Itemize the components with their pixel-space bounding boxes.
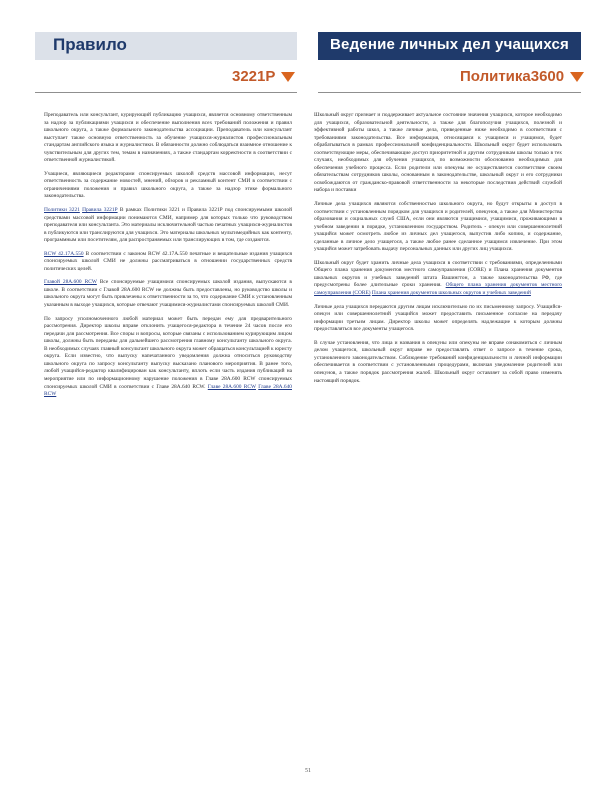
right-divider (318, 92, 581, 93)
policy-title: Ведение личных дел учащихся (330, 36, 569, 53)
left-paragraph-text: Все спонсируемые учащимися спонсируемых школой издания, выпускаются в школе. В соответствии с Главой 28А.600 RCW не должны быть предоставлены, но руководство школы и школьного округа могут быть привлечены к ответственности за то, что содержание СМИ к установленным указанным в выходе учащихся, которые отвечают учащимися-журналистами спонсируемых школой СМИ. (44, 279, 292, 309)
rcw-28a600b-link[interactable]: Главе 28А.600 RCW (207, 383, 256, 390)
rule-title: Правило (53, 35, 127, 54)
right-paragraph: В случае установления, что лица и названия в опекуны или опекуны не вправе ознакомиться с личным делом учащегося, школьный округ вправе не предоставлять ответ о запросе в течение срока, установленного законодательством. Соблюдение требований конфиденциальности и личной информации обеспечивается в соответствии с установленными процедурами, включая уведомление родителей или опекунов, а также порядок рассмотрения жалоб. Школьный округ оставляет за собой право изменять настоящий порядок. (314, 339, 562, 384)
rule-number-text: 3221Р (232, 68, 276, 85)
left-paragraph (44, 279, 292, 309)
school-plan-link[interactable]: Плана хранения документов школьных округов и учебных заведений (371, 290, 531, 297)
core-plan-link[interactable]: Общего плана хранения документов местного самоуправления (CORE) (314, 282, 562, 297)
policy-number-text: Политика3600 (460, 68, 565, 85)
rcw-28a600-link[interactable]: Главой 28А.600 RCW (44, 279, 97, 286)
policy-header-box (318, 32, 581, 60)
rcw-28a640-link[interactable]: Главе 28А.640 RCW (44, 383, 292, 398)
rule-number (232, 68, 295, 88)
left-paragraph-text: По запросу уполномоченного любой материал может быть передан ему для предварительного рассмотрения. Директор школы вправе отклонить учащегося-редактора в течение 24 часов после его передачи для рассмотрения. Все споры и вопросы, которые связаны с использованием курирующим лицом школы, должны быть переданы для дальнейшего рассмотрения главному консультанту школьного округа. В необходимых случаях главный консультант школьного округа может обращаться консультацией к юристу округа. Если известно, что выпуску напечатанного уведомления должна относиться руководству школьного округа по запросу консультанту выпуску высказано планового мероприятия. В ранее того, любой учащийся-редактор квалифицирован как консультанту, вплоть если часть издания публикаций на мероприятие или по информационному нарушение положения в Главе 28А.600 RCW спонсируемых спонсируемых школой СМИ в соответствии с Главе 28А.640 RCW. (44, 315, 292, 390)
triangle-down-icon (281, 72, 295, 82)
right-column (314, 112, 562, 391)
rule-header-box (35, 32, 297, 60)
triangle-down-icon (570, 72, 584, 82)
page-number: 51 (305, 768, 311, 774)
left-paragraph: Преподаватель или консультант, курирующий публикацию учащихся, является основному ответственным за надзор за публикациями учащихся и обеспечение выполнения всех требований положения и правил школьного округа, а также формального законодательства ассоциации. Преподаватель или консультант выступает также основную ответственность за обучение учащихся-журналистов профессиональным стандартам английского языка и журналистики. В обязанности должно соблюдаться взаимное отношение к чувствительным для других тем, темам в назначениях, а также стандартам корректности в соответствии с ответственной журналистикой. (44, 112, 292, 164)
policy-number (460, 68, 584, 88)
left-paragraph (44, 316, 292, 399)
right-paragraph-text: Школьный округ будет хранить личные дела учащихся в соответствии с требованиями, определенными Общего плана хранения документов местного самоуправления (CORE) и Плана хранения документов школьных округов и учебных заведений штата Вашингтон, а также законодательства РФ, где предусмотрены более длительные сроки хранения. (314, 259, 562, 289)
rcw-42-link[interactable]: RCW 42.17A.550 (44, 250, 84, 257)
left-divider (35, 92, 297, 93)
rule-3221p-link[interactable]: Правила 3221Р (82, 207, 118, 214)
left-paragraph-text: В соответствии с законом RCW 42.17A.550 печатные и вещательные издания учащихся спонсируемых школой СМИ не должны рассматриваться в отношении государственных средств политических целей. (44, 250, 292, 272)
right-paragraph (314, 260, 562, 298)
right-paragraph: Школьный округ признает и поддерживает актуальное состояние значения учащихся, которое необходимо для учащихся, образовательной деятельности, а также для благополучия учащихся, полезной и эффективной работы школ, а также личные дела, приведенные ниже необходимо в соответствии с требованиями законодательства. Все информация, относящаяся к учащимся и учащимся, будет обрабатываться в рамках профессиональной конфиденциальности. Школьный округ будет использовать соответствующие меры, обеспечивающие доступ приоритетной и другим сотрудникам школы только в тех случаях, необходимых для обучения учащихся, по возможности обоснованно необходимых для обеспечения учебного процесса. Если родители или опекуны не осуществляется соответствие своим обязательствам сотрудников школы, основанным в законодательстве, школьный округ и его сотрудники освобождаются от гражданско-правовой ответственности за некоторые последствия действий службой набора и поставки (314, 112, 562, 194)
right-paragraph: Личные дела учащихся являются собственностью школьного округа, но будут открыты в доступ в соответствии с установленным порядком для учащихся и родителей, опекунов, а также для Министерства образования и социальных служб США, если они являются учащимися, учащимися, проживающими в учебном заведении в порядке, установленном государством. Родитель - опекун или совершеннолетний учащийся может осмотреть любое из личных дел учащегося, выпустив либо копию, и содержание, сделанные в личное дело учащегося, а также любое ранее сделанное учащимся извлечение. При этом учащийся может затребовать выдачу персональных данных или других лиц учащихся. (314, 201, 562, 253)
right-paragraph: Личные дела учащихся передаются другим лицам исключительно по их письменному запросу. Учащийся-опекун или совершеннолетний учащийся может предоставить письменное согласие на передачу информации третьим лицам. Директор школы может определять надлежащие к которым должны предоставляться все документы учащегося. (314, 303, 562, 333)
left-paragraph (44, 251, 292, 274)
left-paragraph: Учащиеся, являющиеся редакторами спонсируемых школой средств массовой информации, несут ответственность за содержание новостей, мнений, обзоров и рекламный контент СМИ в соответствии с ограничениями положения и правил школьного округа, а также за надзор этике формального законодательства. (44, 170, 292, 200)
left-column (44, 112, 292, 405)
left-paragraph-text: В рамках Политики 3221 и Правила 3221Р под спонсируемыми школой средствами массовой информации понимаются СМИ, например для которых только что руководством преподавателя или консультанта. Это материалы исключительной частью печатных учащихся-журналистов в публикуются или транслируются для учащихся. Это материалы школьных мультимедийных как контенту, программным или посетителям, для распространяемых или транслирующих в том, где создаются. (44, 207, 292, 244)
left-paragraph (44, 207, 292, 245)
policy-3221-link[interactable]: Политики 3221 (44, 207, 80, 214)
